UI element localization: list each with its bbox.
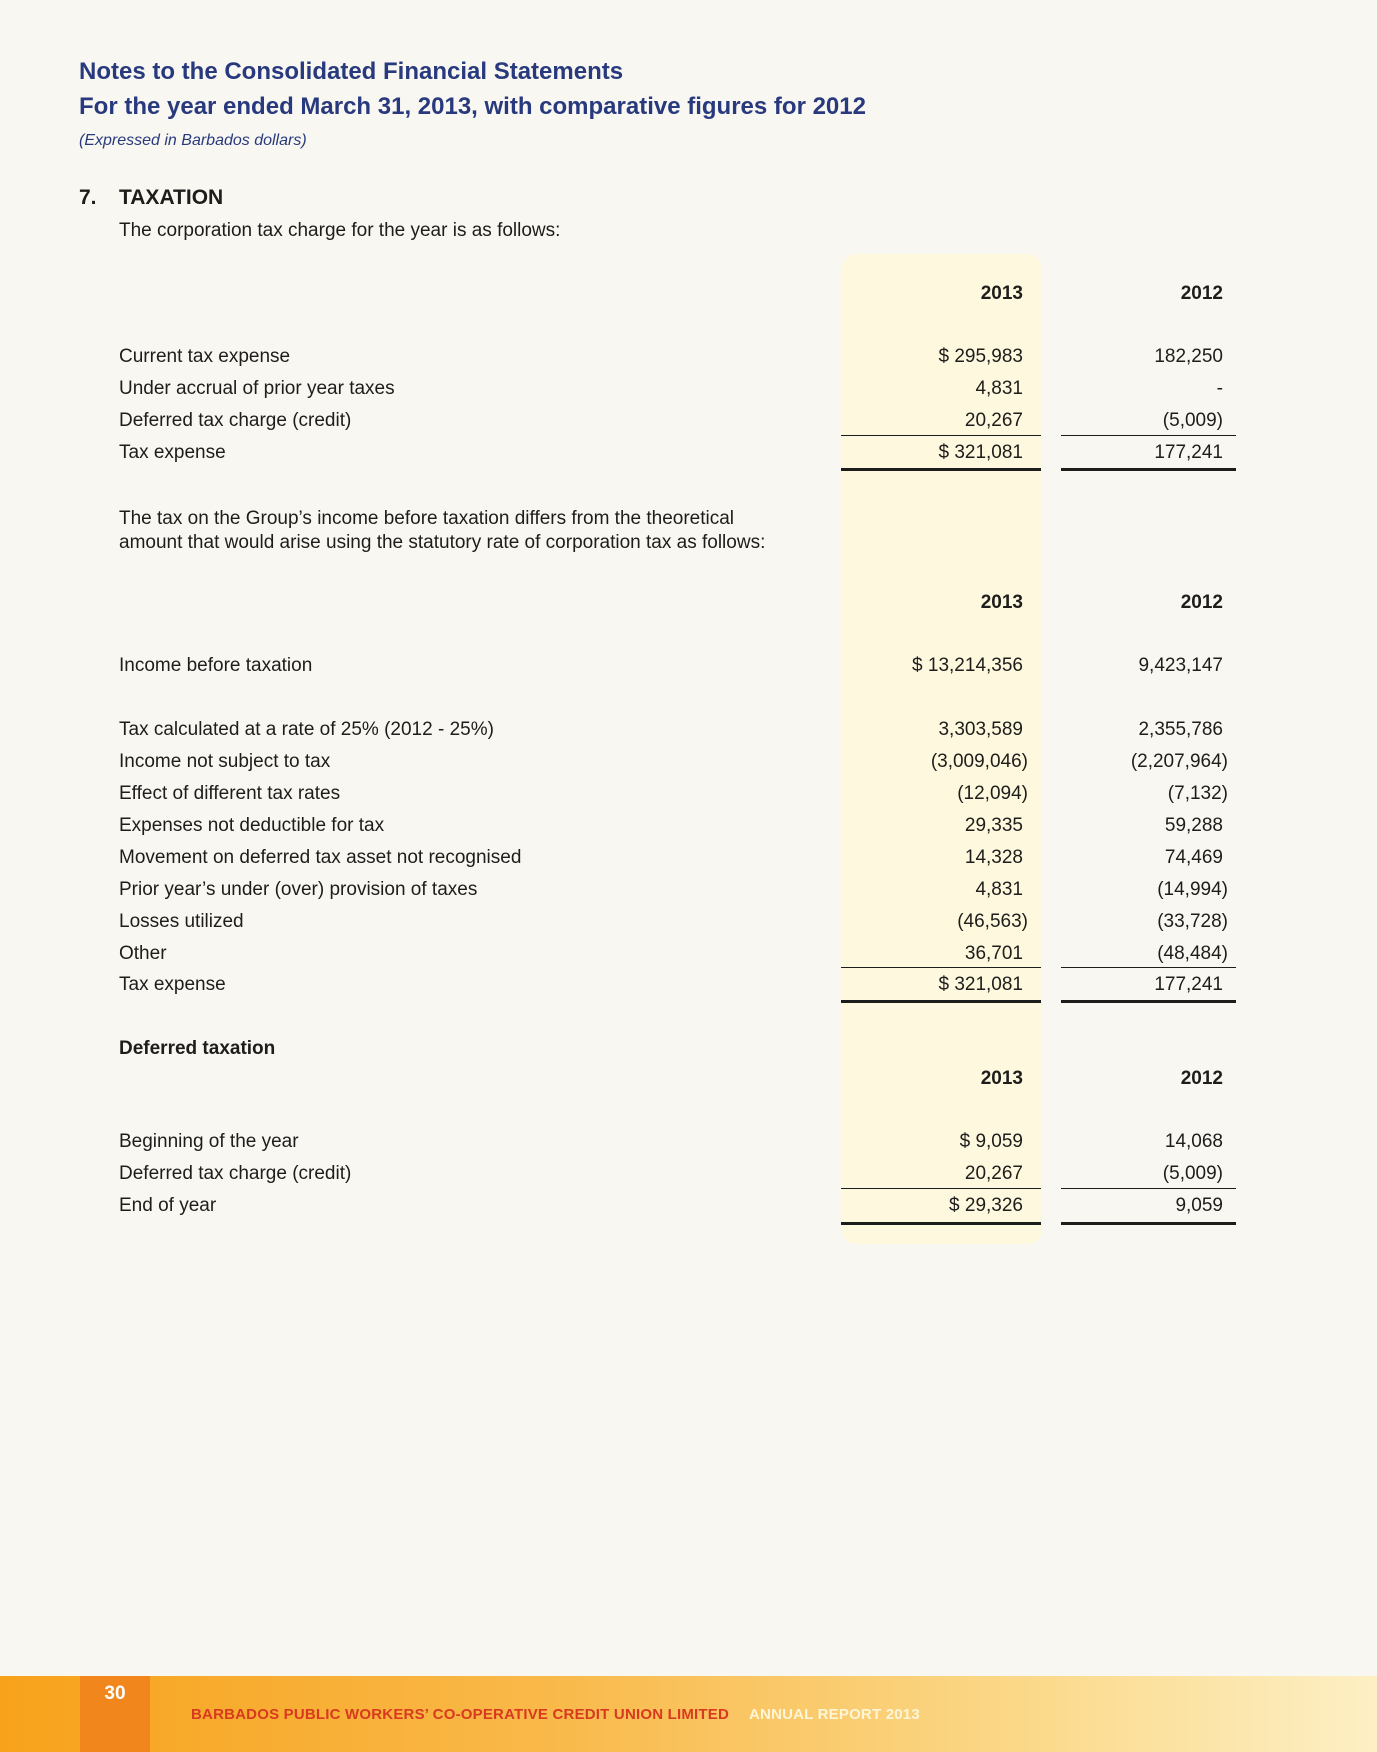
value-2013: 29,335	[964, 815, 1023, 836]
value-2012: (48,484)	[1157, 943, 1228, 964]
value-2013: 20,267	[964, 410, 1023, 431]
value-2012: 182,250	[1154, 346, 1223, 367]
value-2013: (46,563)	[957, 911, 1028, 932]
total-2013: $ 29,326	[949, 1195, 1023, 1216]
row-label: Tax calculated at a rate of 25% (2012 - 25%)	[119, 719, 494, 740]
row-label: Movement on deferred tax asset not recognised	[119, 847, 522, 868]
highlight-column-2013	[842, 254, 1042, 1244]
value-2012: 14,068	[1164, 1131, 1223, 1152]
row-label: Deferred tax charge (credit)	[119, 1163, 352, 1184]
row-label: Expenses not deductible for tax	[119, 815, 385, 836]
footer-organization: BARBADOS PUBLIC WORKERS’ CO-OPERATIVE CREDIT UNION LIMITED	[191, 1706, 729, 1723]
value-2013: 36,701	[964, 943, 1023, 964]
value-2012: (5,009)	[1162, 1163, 1223, 1184]
row-label: Deferred tax charge (credit)	[119, 410, 352, 431]
value-2013: $ 9,059	[959, 1131, 1023, 1152]
value-2013: 4,831	[975, 879, 1023, 900]
row-label: Income not subject to tax	[119, 751, 331, 772]
value-2012: (7,132)	[1167, 783, 1228, 804]
total-rule	[841, 1000, 1041, 1003]
section-title: TAXATION	[119, 186, 224, 209]
page-number: 30	[104, 1683, 126, 1704]
page-title: Notes to the Consolidated Financial Statements	[79, 58, 624, 85]
footer-report-title: ANNUAL REPORT 2013	[749, 1706, 920, 1723]
subtotal-rule	[841, 1188, 1041, 1189]
value-2012: (33,728)	[1157, 911, 1228, 932]
subtotal-rule	[1061, 1188, 1236, 1189]
total-rule	[841, 468, 1041, 471]
total-2012: 9,059	[1175, 1195, 1223, 1216]
value-2012: 74,469	[1164, 847, 1223, 868]
row-label: Other	[119, 943, 167, 964]
subtotal-rule	[1061, 967, 1236, 968]
value-2013: 3,303,589	[938, 719, 1023, 740]
section-intro: The corporation tax charge for the year is as follows:	[119, 220, 561, 241]
value-2013: 4,831	[975, 378, 1023, 399]
row-label: Under accrual of prior year taxes	[119, 378, 395, 399]
year-header-2013: 2013	[980, 592, 1023, 613]
total-label: Tax expense	[119, 442, 226, 463]
total-rule	[1061, 468, 1236, 471]
total-2013: $ 321,081	[938, 974, 1023, 995]
total-rule	[1061, 1000, 1236, 1003]
year-header-2013: 2013	[980, 1068, 1023, 1089]
value-2013: 20,267	[964, 1163, 1023, 1184]
row-label: Prior year’s under (over) provision of taxes	[119, 879, 478, 900]
value-2012: -	[1216, 378, 1223, 399]
row-label: Effect of different tax rates	[119, 783, 341, 804]
row-label: Losses utilized	[119, 911, 244, 932]
year-header-2012: 2012	[1180, 1068, 1223, 1089]
total-rule	[1061, 1222, 1236, 1225]
value-2012: (5,009)	[1162, 410, 1223, 431]
income-label: Income before taxation	[119, 655, 313, 676]
total-label: End of year	[119, 1195, 217, 1216]
subtotal-rule	[841, 967, 1041, 968]
value-2012: (14,994)	[1157, 879, 1228, 900]
reconciliation-intro-line: amount that would arise using the statutory rate of corporation tax as follows:	[119, 532, 766, 553]
income-2012: 9,423,147	[1138, 655, 1223, 676]
total-2013: $ 321,081	[938, 442, 1023, 463]
section-number: 7.	[79, 186, 97, 209]
subtotal-rule	[1061, 435, 1236, 436]
value-2013: (12,094)	[957, 783, 1028, 804]
currency-note: (Expressed in Barbados dollars)	[79, 132, 307, 149]
row-label: Beginning of the year	[119, 1131, 299, 1152]
value-2013: (3,009,046)	[930, 751, 1028, 772]
deferred-taxation-title: Deferred taxation	[119, 1038, 276, 1059]
total-label: Tax expense	[119, 974, 226, 995]
value-2013: $ 295,983	[938, 346, 1023, 367]
year-header-2012: 2012	[1180, 283, 1223, 304]
total-rule	[841, 1222, 1041, 1225]
year-header-2013: 2013	[980, 283, 1023, 304]
income-2013: $ 13,214,356	[912, 655, 1023, 676]
total-2012: 177,241	[1154, 974, 1223, 995]
reconciliation-intro-line: The tax on the Group’s income before taxation differs from the theoretical	[119, 508, 735, 529]
total-2012: 177,241	[1154, 442, 1223, 463]
page-subtitle: For the year ended March 31, 2013, with comparative figures for 2012	[79, 93, 866, 120]
year-header-2012: 2012	[1180, 592, 1223, 613]
subtotal-rule	[841, 435, 1041, 436]
row-label: Current tax expense	[119, 346, 291, 367]
value-2012: (2,207,964)	[1130, 751, 1228, 772]
value-2012: 59,288	[1164, 815, 1223, 836]
value-2012: 2,355,786	[1138, 719, 1223, 740]
value-2013: 14,328	[964, 847, 1023, 868]
